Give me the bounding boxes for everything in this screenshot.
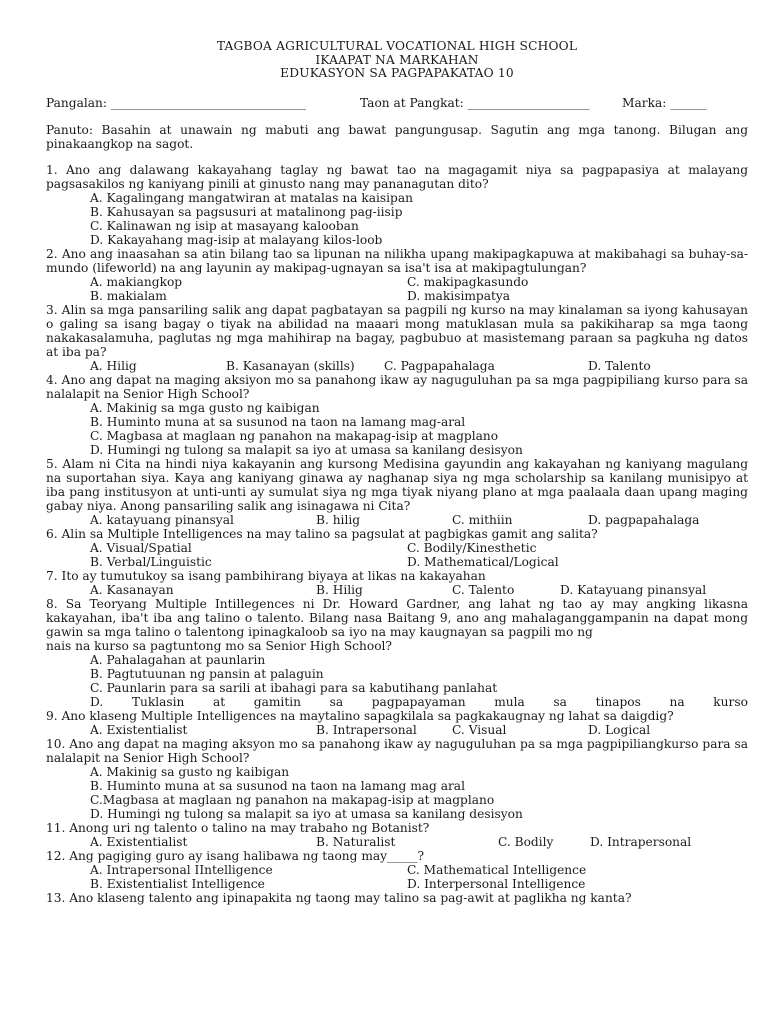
- question-12: 12. Ang pagiging guro ay isang halibawa ng taong may_____?: [46, 848, 425, 863]
- q7-option-c[interactable]: C. Talento: [452, 582, 515, 597]
- q6-option-d[interactable]: D. Mathematical/Logical: [407, 554, 559, 569]
- question-list: [46, 163, 748, 905]
- q1-option-d[interactable]: D. Kakayahang mag-isip at malayang kilos-loob: [90, 232, 383, 247]
- subject-title: EDUKASYON SA PAGPAPAKATAO 10: [280, 66, 514, 80]
- q7-option-b[interactable]: B. Hilig: [316, 582, 363, 597]
- quarter-title: IKAAPAT NA MARKAHAN: [315, 52, 479, 67]
- q8-option-d[interactable]: [46, 695, 748, 709]
- q6-option-b[interactable]: B. Verbal/Linguistic: [90, 554, 212, 569]
- q3-options: [46, 359, 748, 373]
- q8-option-d-word: mula: [494, 694, 525, 709]
- question-4: 4. Ano ang dapat na maging aksiyon mo sa panahong ikaw ay naguguluhan pa sa mga pagpipiliang kurso para sa nalalapit na Senior High School?: [46, 372, 748, 401]
- q1-option-a[interactable]: A. Kagalingang mangatwiran at matalas na kaisipan: [90, 190, 413, 205]
- q11-option-d[interactable]: D. Intrapersonal: [590, 834, 692, 849]
- q8-option-d-word: Tuklasin: [131, 694, 185, 709]
- q7-option-a[interactable]: A. Kasanayan: [90, 582, 174, 597]
- question-2: 2. Ano ang inaasahan sa atin bilang tao sa lipunan na nilikha upang makipagkapuwa at makibahagi sa buhay-sa-mundo (lifeworld) na ang layunin ay makipag-ugnayan sa isa't isa at makipagtulungan?: [46, 246, 748, 275]
- q2-option-d[interactable]: D. makisimpatya: [407, 288, 511, 303]
- q3-option-b[interactable]: B. Kasanayan (skills): [226, 358, 355, 373]
- q8-option-d-word: at: [213, 694, 226, 709]
- q2-options-row-2: [46, 289, 748, 303]
- q2-options-row-1: [46, 275, 748, 289]
- q5-option-a[interactable]: A. katayuang pinansyal: [90, 512, 234, 527]
- q5-option-b[interactable]: B. hilig: [316, 512, 361, 527]
- q2-option-b[interactable]: B. makialam: [90, 288, 167, 303]
- q9-option-b[interactable]: B. Intrapersonal: [316, 722, 417, 737]
- q8-option-d-word: sa: [329, 694, 344, 709]
- q1-option-c[interactable]: C. Kalinawan ng isip at masayang kalooban: [90, 218, 359, 233]
- q11-option-a[interactable]: A. Existentialist: [90, 834, 188, 849]
- q11-options: [46, 835, 748, 849]
- q8-option-d-word: pagpapayaman: [371, 694, 466, 709]
- q12-option-c[interactable]: C. Mathematical Intelligence: [407, 862, 587, 877]
- question-10: 10. Ano ang dapat na maging aksyon mo sa panahong ikaw ay naguguluhan pa sa mga pagpipiliangkurso para sa nalalapit na Senior High School?: [46, 736, 748, 765]
- q3-option-c[interactable]: C. Pagpapahalaga: [384, 358, 495, 373]
- q6-options-row-2: [46, 555, 748, 569]
- q10-option-d[interactable]: D. Humingi ng tulong sa malapit sa iyo at umasa sa kanilang desisyon: [90, 806, 523, 821]
- q4-option-c[interactable]: C. Magbasa at maglaan ng panahon na makapag-isip at magplano: [90, 428, 499, 443]
- q6-option-a[interactable]: A. Visual/Spatial: [90, 540, 192, 555]
- q8-option-c[interactable]: C. Paunlarin para sa sarili at ibahagi para sa kabutihang panlahat: [90, 680, 498, 695]
- name-field[interactable]: Pangalan: ________________________________: [46, 95, 306, 110]
- q4-option-a[interactable]: A. Makinig sa mga gusto ng kaibigan: [90, 400, 320, 415]
- q1-option-b[interactable]: B. Kahusayan sa pagsusuri at matalinong pag-iisip: [90, 204, 403, 219]
- q2-option-a[interactable]: A. makiangkop: [90, 274, 183, 289]
- q2-option-c[interactable]: C. makipagkasundo: [407, 274, 529, 289]
- q9-options: [46, 723, 748, 737]
- q10-option-c[interactable]: C.Magbasa at maglaan ng panahon na makapag-isip at magplano: [90, 792, 495, 807]
- q6-options-row-1: [46, 541, 748, 555]
- q9-option-d[interactable]: D. Logical: [588, 722, 651, 737]
- q3-option-d[interactable]: D. Talento: [588, 358, 651, 373]
- q10-option-b[interactable]: B. Huminto muna at sa susunod na taon na lamang mag aral: [90, 778, 465, 793]
- question-1: 1. Ano ang dalawang kakayahang taglay ng bawat tao na magagamit niya sa pagpapasiya at malayang pagsasakilos ng kaniyang pinili at ginusto nang may pananagutan dito?: [46, 162, 748, 191]
- q8-option-d-word: na: [669, 694, 685, 709]
- q5-option-c[interactable]: C. mithiin: [452, 512, 513, 527]
- q12-option-b[interactable]: B. Existentialist Intelligence: [90, 876, 265, 891]
- question-7: 7. Ito ay tumutukoy sa isang pambihirang biyaya at likas na kakayahan: [46, 568, 486, 583]
- q12-option-d[interactable]: D. Interpersonal Intelligence: [407, 876, 586, 891]
- exam-header: [46, 40, 748, 81]
- q11-option-c[interactable]: C. Bodily: [498, 834, 554, 849]
- q8-option-a[interactable]: A. Pahalagahan at paunlarin: [90, 652, 266, 667]
- q8-option-d-word: kurso: [713, 694, 748, 709]
- question-3: 3. Alin sa mga pansariling salik ang dapat pagbatayan sa pagpili ng kurso na may kinalaman sa iyong kahusayan o galing sa isang bagay o tiyak na abilidad na maaari mong matuklasan mula sa pakikiharap sa mga taong nakakasalamuha, paglutas ng mga mahihirap na bagay, pagbubuo at masistemang paraan sa pagkuha ng datos at iba pa?: [46, 302, 748, 359]
- question-9: 9. Ano klaseng Multiple Intelligences na maytalino sapagkilala sa pagkakaugnay ng lahat sa daigdig?: [46, 708, 674, 723]
- question-8: 8. Sa Teoryang Multiple Intillegences ni Dr. Howard Gardner, ang lahat ng tao ay may angking likasna kakayahan, iba't iba ang talino o talento. Bilang nasa Baitang 9, ano ang mahalaganggampanin na dapat mong gawin sa mga talino o talentong ipinagkaloob sa iyo na may kaugnayan sa pagpili mo ng: [46, 596, 748, 639]
- q10-option-a[interactable]: A. Makinig sa gusto ng kaibigan: [90, 764, 290, 779]
- q12-options-row-2: [46, 877, 748, 891]
- q7-options: [46, 583, 748, 597]
- q8-option-d-word: gamitin: [253, 694, 301, 709]
- score-field[interactable]: Marka: ______: [622, 95, 707, 110]
- question-6: 6. Alin sa Multiple Intelligences na may talino sa pagsulat at pagbigkas gamit ang salita?: [46, 526, 598, 541]
- question-8-continued: nais na kurso sa pagtuntong mo sa Senior High School?: [46, 638, 392, 653]
- q4-option-d[interactable]: D. Humingi ng tulong sa malapit sa iyo at umasa sa kanilang desisyon: [90, 442, 523, 457]
- q5-option-d[interactable]: D. pagpapahalaga: [588, 512, 700, 527]
- q9-option-a[interactable]: A. Existentialist: [90, 722, 188, 737]
- q7-option-d[interactable]: D. Katayuang pinansyal: [560, 582, 707, 597]
- q11-option-b[interactable]: B. Naturalist: [316, 834, 396, 849]
- q8-option-d-word: tinapos: [595, 694, 641, 709]
- instructions: Panuto: Basahin at unawain ng mabuti ang bawat pangungusap. Sagutin ang mga tanong. Bilugan ang pinakaangkop na sagot.: [46, 122, 748, 151]
- question-11: 11. Anong uri ng talento o talino na may trabaho ng Botanist?: [46, 820, 430, 835]
- q6-option-c[interactable]: C. Bodily/Kinesthetic: [407, 540, 537, 555]
- question-13: 13. Ano klaseng talento ang ipinapakita ng taong may talino sa pag-awit at paglikha ng kanta?: [46, 890, 632, 905]
- school-name: TAGBOA AGRICULTURAL VOCATIONAL HIGH SCHOOL: [216, 39, 578, 53]
- q12-options-row-1: [46, 863, 748, 877]
- q8-option-d-word: D.: [90, 694, 104, 709]
- q5-options: [46, 513, 748, 527]
- student-info-row: [46, 96, 748, 110]
- question-5: 5. Alam ni Cita na hindi niya kakayanin ang kursong Medisina gayundin ang kakayahan ng kaniyang magulang na suportahan siya. Kaya ang kaniyang ginawa ay naghanap siya ng mga scholarship sa kanilang munisipyo at iba pang institusyon at unti-unti ay sumulat siya ng mga tiyak niyang plano at mga paalaala daan upang maging gabay niya. Anong pansariling salik ang isinagawa ni Cita?: [46, 456, 748, 513]
- q8-option-d-word: sa: [553, 694, 567, 709]
- q9-option-c[interactable]: C. Visual: [452, 722, 507, 737]
- q4-option-b[interactable]: B. Huminto muna at sa susunod na taon na lamang mag-aral: [90, 414, 466, 429]
- grade-section-field[interactable]: Taon at Pangkat: ____________________: [360, 95, 590, 110]
- q12-option-a[interactable]: A. Intrapersonal IIntelligence: [90, 862, 273, 877]
- q8-option-b[interactable]: B. Pagtutuunan ng pansin at palaguin: [90, 666, 324, 681]
- q3-option-a[interactable]: A. Hilig: [90, 358, 137, 373]
